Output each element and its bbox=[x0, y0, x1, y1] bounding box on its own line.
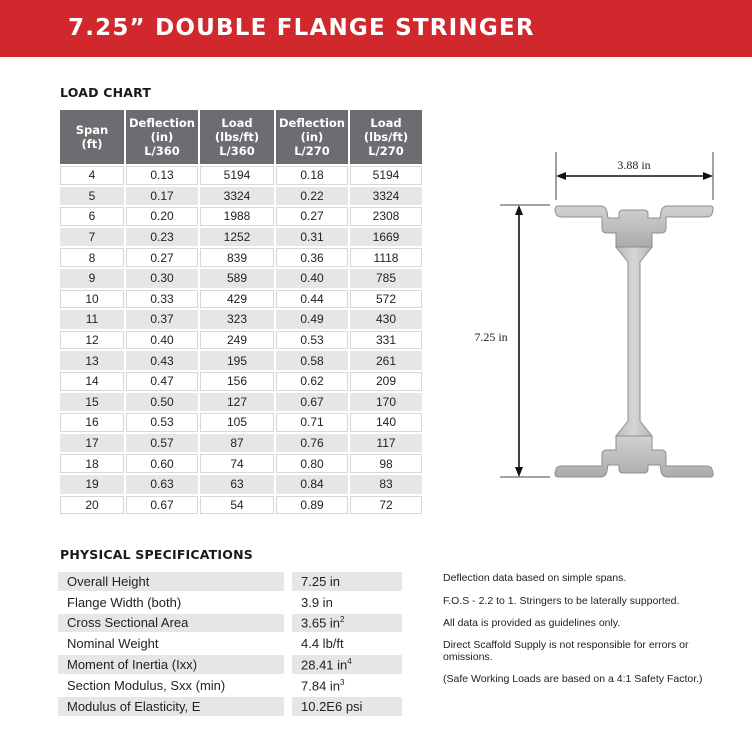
physical-specs-title: PHYSICAL SPECIFICATIONS bbox=[60, 547, 253, 562]
table-cell: 0.36 bbox=[276, 248, 348, 267]
table-cell: 1988 bbox=[200, 207, 274, 226]
table-cell: 785 bbox=[350, 269, 422, 288]
table-cell: 0.63 bbox=[126, 475, 198, 494]
table-cell: 0.13 bbox=[126, 166, 198, 185]
spec-gap bbox=[284, 676, 292, 695]
i-beam-profile bbox=[555, 206, 713, 477]
note-fos: F.O.S - 2.2 to 1. Stringers to be laterally supported. bbox=[443, 595, 680, 607]
spec-value-text: 7.25 in bbox=[301, 573, 341, 589]
table-cell: 4 bbox=[60, 166, 124, 185]
column-header-deflection-l270: Deflection (in) L/270 bbox=[276, 110, 348, 164]
table-cell: 87 bbox=[200, 434, 274, 453]
table-cell: 1118 bbox=[350, 248, 422, 267]
spec-unit-exponent: 2 bbox=[340, 615, 345, 625]
spec-label: Moment of Inertia (Ixx) bbox=[58, 655, 284, 674]
table-cell: 331 bbox=[350, 331, 422, 350]
table-cell: 3324 bbox=[200, 187, 274, 206]
column-header-deflection-l360: Deflection (in) L/360 bbox=[126, 110, 198, 164]
table-cell: 0.27 bbox=[276, 207, 348, 226]
note-guidelines: All data is provided as guidelines only. bbox=[443, 617, 621, 629]
spec-row bbox=[58, 676, 402, 695]
spec-value-text: 10.2E6 psi bbox=[301, 698, 363, 714]
spec-value bbox=[292, 676, 402, 695]
spec-row bbox=[58, 614, 402, 633]
width-dimension bbox=[556, 152, 713, 200]
table-cell: 8 bbox=[60, 248, 124, 267]
table-cell: 323 bbox=[200, 310, 274, 329]
width-dimension-label: 3.88 in bbox=[617, 158, 651, 172]
table-cell: 5 bbox=[60, 187, 124, 206]
table-cell: 16 bbox=[60, 413, 124, 432]
spec-row bbox=[58, 593, 402, 612]
spec-gap bbox=[284, 634, 292, 653]
table-cell: 0.67 bbox=[276, 393, 348, 412]
spec-gap bbox=[284, 593, 292, 612]
table-cell: 5194 bbox=[200, 166, 274, 185]
table-cell: 0.17 bbox=[126, 187, 198, 206]
table-cell: 209 bbox=[350, 372, 422, 391]
spec-value bbox=[292, 634, 402, 653]
table-cell: 0.84 bbox=[276, 475, 348, 494]
table-cell: 20 bbox=[60, 496, 124, 515]
spec-label: Modulus of Elasticity, E bbox=[58, 697, 284, 716]
table-cell: 0.53 bbox=[276, 331, 348, 350]
table-cell: 156 bbox=[200, 372, 274, 391]
table-cell: 249 bbox=[200, 331, 274, 350]
table-cell: 0.30 bbox=[126, 269, 198, 288]
table-cell: 429 bbox=[200, 290, 274, 309]
spec-value-text: 3.65 in bbox=[301, 615, 341, 631]
load-chart-title: LOAD CHART bbox=[60, 85, 152, 100]
table-cell: 0.47 bbox=[126, 372, 198, 391]
table-cell: 0.23 bbox=[126, 228, 198, 247]
spec-row bbox=[58, 572, 402, 591]
table-cell: 98 bbox=[350, 454, 422, 473]
spec-value-text: 3.9 in bbox=[301, 594, 333, 610]
table-cell: 117 bbox=[350, 434, 422, 453]
table-cell: 0.89 bbox=[276, 496, 348, 515]
notes-block bbox=[443, 572, 733, 695]
spec-value bbox=[292, 614, 402, 633]
table-cell: 12 bbox=[60, 331, 124, 350]
spec-value-text: 28.41 in bbox=[301, 657, 348, 673]
spec-label: Flange Width (both) bbox=[58, 593, 284, 612]
table-cell: 0.27 bbox=[126, 248, 198, 267]
spec-row bbox=[58, 697, 402, 716]
table-cell: 72 bbox=[350, 496, 422, 515]
column-header-span: Span (ft) bbox=[60, 110, 124, 164]
table-cell: 18 bbox=[60, 454, 124, 473]
table-cell: 54 bbox=[200, 496, 274, 515]
table-cell: 195 bbox=[200, 351, 274, 370]
spec-label: Cross Sectional Area bbox=[58, 614, 284, 633]
table-cell: 10 bbox=[60, 290, 124, 309]
table-cell: 0.44 bbox=[276, 290, 348, 309]
physical-specs-table bbox=[58, 570, 402, 718]
table-cell: 3324 bbox=[350, 187, 422, 206]
spec-value bbox=[292, 572, 402, 591]
spec-value bbox=[292, 655, 402, 674]
table-cell: 0.58 bbox=[276, 351, 348, 370]
table-cell: 0.33 bbox=[126, 290, 198, 309]
table-cell: 0.18 bbox=[276, 166, 348, 185]
spec-label: Section Modulus, Sxx (min) bbox=[58, 676, 284, 695]
table-cell: 0.22 bbox=[276, 187, 348, 206]
table-cell: 6 bbox=[60, 207, 124, 226]
spec-value-text: 7.84 in bbox=[301, 678, 341, 694]
height-dimension-label: 7.25 in bbox=[474, 330, 508, 344]
spec-gap bbox=[284, 572, 292, 591]
table-cell: 127 bbox=[200, 393, 274, 412]
table-cell: 0.49 bbox=[276, 310, 348, 329]
page-title: 7.25” DOUBLE FLANGE STRINGER bbox=[68, 15, 535, 41]
table-cell: 0.62 bbox=[276, 372, 348, 391]
table-cell: 572 bbox=[350, 290, 422, 309]
table-cell: 7 bbox=[60, 228, 124, 247]
table-cell: 17 bbox=[60, 434, 124, 453]
spec-gap bbox=[284, 655, 292, 674]
spec-unit-exponent: 4 bbox=[347, 656, 352, 666]
table-cell: 5194 bbox=[350, 166, 422, 185]
table-cell: 0.37 bbox=[126, 310, 198, 329]
height-dimension bbox=[474, 205, 550, 477]
table-cell: 0.76 bbox=[276, 434, 348, 453]
table-cell: 11 bbox=[60, 310, 124, 329]
table-cell: 140 bbox=[350, 413, 422, 432]
table-cell: 0.31 bbox=[276, 228, 348, 247]
table-cell: 0.80 bbox=[276, 454, 348, 473]
note-deflection: Deflection data based on simple spans. bbox=[443, 572, 627, 584]
table-cell: 0.71 bbox=[276, 413, 348, 432]
table-cell: 430 bbox=[350, 310, 422, 329]
table-cell: 2308 bbox=[350, 207, 422, 226]
column-header-load-l270: Load (lbs/ft) L/270 bbox=[350, 110, 422, 164]
spec-row bbox=[58, 634, 402, 653]
table-cell: 83 bbox=[350, 475, 422, 494]
spec-label: Nominal Weight bbox=[58, 634, 284, 653]
table-cell: 74 bbox=[200, 454, 274, 473]
table-cell: 0.20 bbox=[126, 207, 198, 226]
spec-label: Overall Height bbox=[58, 572, 284, 591]
table-cell: 170 bbox=[350, 393, 422, 412]
spec-unit-exponent: 3 bbox=[340, 677, 345, 687]
table-cell: 13 bbox=[60, 351, 124, 370]
note-safety-factor: (Safe Working Loads are based on a 4:1 Safety Factor.) bbox=[443, 673, 703, 685]
column-header-load-l360: Load (lbs/ft) L/360 bbox=[200, 110, 274, 164]
table-cell: 0.57 bbox=[126, 434, 198, 453]
table-cell: 0.50 bbox=[126, 393, 198, 412]
table-cell: 1252 bbox=[200, 228, 274, 247]
spec-gap bbox=[284, 614, 292, 633]
table-cell: 0.60 bbox=[126, 454, 198, 473]
table-cell: 0.67 bbox=[126, 496, 198, 515]
table-cell: 19 bbox=[60, 475, 124, 494]
spec-value-text: 4.4 lb/ft bbox=[301, 636, 344, 652]
spec-value bbox=[292, 697, 402, 716]
table-cell: 261 bbox=[350, 351, 422, 370]
note-disclaimer: Direct Scaffold Supply is not responsible for errors or omissions. bbox=[443, 639, 689, 663]
table-cell: 0.40 bbox=[126, 331, 198, 350]
spec-row bbox=[58, 655, 402, 674]
table-cell: 105 bbox=[200, 413, 274, 432]
table-cell: 0.43 bbox=[126, 351, 198, 370]
table-cell: 15 bbox=[60, 393, 124, 412]
table-cell: 14 bbox=[60, 372, 124, 391]
table-cell: 63 bbox=[200, 475, 274, 494]
table-cell: 0.40 bbox=[276, 269, 348, 288]
table-cell: 839 bbox=[200, 248, 274, 267]
spec-value bbox=[292, 593, 402, 612]
spec-gap bbox=[284, 697, 292, 716]
table-cell: 9 bbox=[60, 269, 124, 288]
table-cell: 0.53 bbox=[126, 413, 198, 432]
table-cell: 1669 bbox=[350, 228, 422, 247]
table-cell: 589 bbox=[200, 269, 274, 288]
